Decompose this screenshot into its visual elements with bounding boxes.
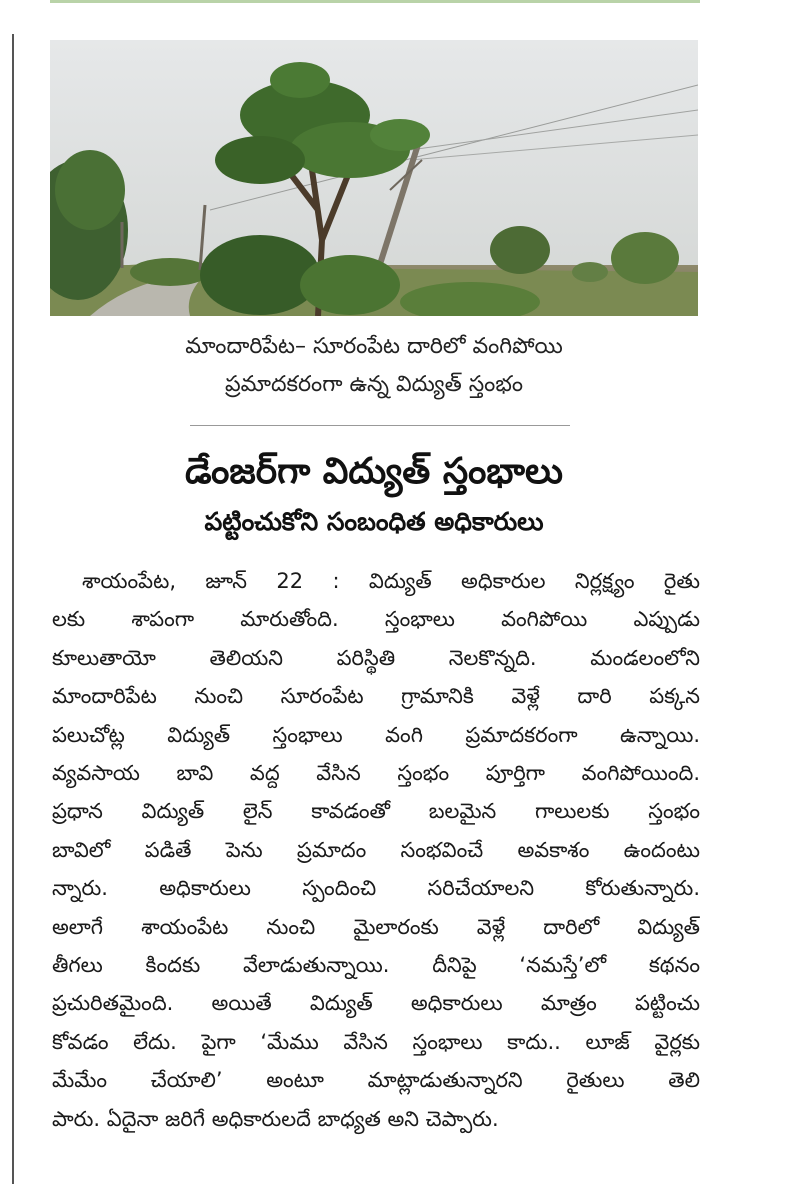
- body-line: వ్యవసాయ బావి వద్ద వేసిన స్తంభం పూర్తిగా వంగిపోయింది.: [52, 761, 700, 786]
- subheadline: పట్టించుకోని సంబంధిత అధికారులు: [204, 507, 544, 536]
- body-line: శాయంపేట, జూన్‌ 22 : విద్యుత్‌ అధికారుల నిర్లక్ష్యం రైతు: [82, 569, 700, 593]
- body-line: లకు శాపంగా మారుతోంది. స్తంభాలు వంగిపోయి ఎప్పుడు: [52, 607, 700, 632]
- column-rule: [12, 34, 14, 1184]
- body-line: కూలుతాయో తెలియని పరిస్థితి నెలకొన్నది. మండలంలోని: [52, 645, 700, 670]
- article-body: [52, 562, 700, 1138]
- body-line: తీగలు కిందకు వేలాడుతున్నాయి. దీనిపై ‘నమస్తే’లో కథనం: [52, 953, 700, 978]
- news-photo: [50, 40, 698, 316]
- caption-separator: [190, 425, 570, 426]
- body-line: పారు. ఏదైనా జరిగే అధికారులదే బాధ్యత అని చెప్పారు.: [52, 1106, 499, 1131]
- body-line: బావిలో పడితే పెను ప్రమాదం సంభవించే అవకాశం ఉందంటు: [52, 837, 700, 862]
- body-line: కోవడం లేదు. పైగా ‘మేము వేసిన స్తంభాలు కాదు.. లూజ్‌ వైర్లకు: [52, 1029, 700, 1054]
- body-line: పలుచోట్ల విద్యుత్‌ స్తంభాలు వంగి ప్రమాదకరంగా ఉన్నాయి.: [52, 722, 700, 747]
- photo-caption: [50, 328, 698, 404]
- headline: డేంజర్‌గా విద్యుత్‌ స్తంభాలు: [185, 451, 563, 492]
- body-line: ప్రధాన విద్యుత్‌ లైన్‌ కావడంతో బలమైన గాలులకు స్తంభం: [52, 799, 700, 824]
- caption-line-2: ప్రమాదకరంగా ఉన్న విద్యుత్‌ స్తంభం: [225, 372, 523, 397]
- caption-line-1: మాందారిపేట– సూరంపేట దారిలో వంగిపోయి: [185, 334, 563, 359]
- body-line: ప్రచురితమైంది. అయితే విద్యుత్‌ అధికారులు మాత్రం పట్టించు: [52, 991, 700, 1016]
- body-line: అలాగే శాయంపేట నుంచి మైలారంకు వెళ్లే దారిలో విద్యుత్‌: [52, 914, 700, 939]
- body-line: న్నారు. అధికారులు స్పందించి సరిచేయాలని కోరుతున్నారు.: [52, 876, 700, 901]
- body-line: మేమేం చేయాలి’ అంటూ మాట్లాడుతున్నారని రైతులు తెలి: [52, 1068, 700, 1093]
- top-divider: [50, 0, 700, 3]
- body-line: మాందారిపేట నుంచి సూరంపేట గ్రామానికి వెళ్లే దారి పక్కన: [52, 684, 700, 709]
